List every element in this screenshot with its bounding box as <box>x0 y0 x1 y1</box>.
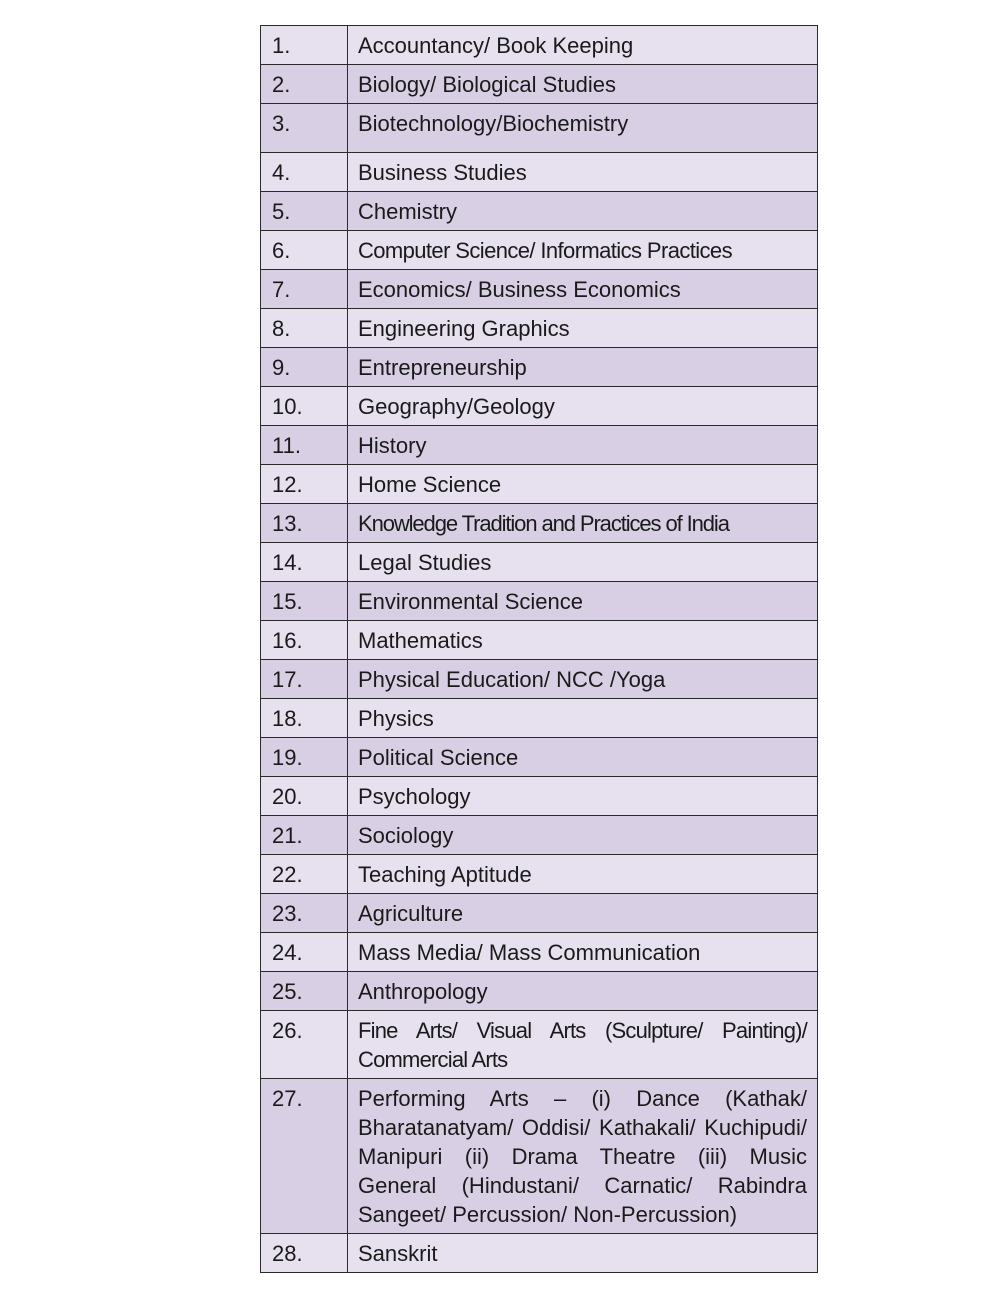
table-row <box>261 270 818 309</box>
serial-number: 10. <box>261 387 348 426</box>
table-row <box>261 65 818 104</box>
serial-number: 20. <box>261 777 348 816</box>
subject-name: Physics <box>348 699 818 738</box>
subject-name: Chemistry <box>348 192 818 231</box>
subject-name: Legal Studies <box>348 543 818 582</box>
subject-name: Psychology <box>348 777 818 816</box>
subject-name: Computer Science/ Informatics Practices <box>348 231 818 270</box>
subject-name: Physical Education/ NCC /Yoga <box>348 660 818 699</box>
subject-name: Environmental Science <box>348 582 818 621</box>
table-row <box>261 699 818 738</box>
subject-name: Performing Arts – (i) Dance (Kathak/ Bharatanatyam/ Oddisi/ Kathakali/ Kuchipudi/ Manipuri (ii) Drama Theatre (iii) Music General (Hindustani/ Carnatic/ Rabindra Sangeet/ Percussion/ Non-Percussion) <box>348 1079 818 1234</box>
subject-name: Business Studies <box>348 153 818 192</box>
table-row <box>261 309 818 348</box>
serial-number: 24. <box>261 933 348 972</box>
subject-name: Fine Arts/ Visual Arts (Sculpture/ Painting)/ Commercial Arts <box>348 1011 818 1079</box>
subject-name: Biotechnology/Biochemistry <box>348 104 818 153</box>
table-row <box>261 933 818 972</box>
subject-name: Mass Media/ Mass Communication <box>348 933 818 972</box>
table-row <box>261 777 818 816</box>
table-row <box>261 153 818 192</box>
table-row <box>261 582 818 621</box>
serial-number: 2. <box>261 65 348 104</box>
serial-number: 27. <box>261 1079 348 1234</box>
serial-number: 3. <box>261 104 348 153</box>
table-row <box>261 426 818 465</box>
table-row <box>261 1079 818 1234</box>
table-row <box>261 104 818 153</box>
serial-number: 25. <box>261 972 348 1011</box>
table-row <box>261 26 818 65</box>
serial-number: 19. <box>261 738 348 777</box>
serial-number: 26. <box>261 1011 348 1079</box>
serial-number: 4. <box>261 153 348 192</box>
serial-number: 18. <box>261 699 348 738</box>
serial-number: 9. <box>261 348 348 387</box>
table-row <box>261 231 818 270</box>
subject-name: Political Science <box>348 738 818 777</box>
table-row <box>261 348 818 387</box>
table-row <box>261 855 818 894</box>
serial-number: 12. <box>261 465 348 504</box>
serial-number: 13. <box>261 504 348 543</box>
table-row <box>261 972 818 1011</box>
serial-number: 23. <box>261 894 348 933</box>
subject-name: Sociology <box>348 816 818 855</box>
subject-name: Economics/ Business Economics <box>348 270 818 309</box>
serial-number: 6. <box>261 231 348 270</box>
table-row <box>261 621 818 660</box>
serial-number: 7. <box>261 270 348 309</box>
subject-name: Teaching Aptitude <box>348 855 818 894</box>
serial-number: 11. <box>261 426 348 465</box>
serial-number: 28. <box>261 1234 348 1273</box>
serial-number: 22. <box>261 855 348 894</box>
table-row <box>261 738 818 777</box>
subjects-table <box>260 25 818 1273</box>
table-row <box>261 504 818 543</box>
serial-number: 5. <box>261 192 348 231</box>
subject-name: Accountancy/ Book Keeping <box>348 26 818 65</box>
subject-name: Engineering Graphics <box>348 309 818 348</box>
table-row <box>261 816 818 855</box>
subject-name: Geography/Geology <box>348 387 818 426</box>
subject-name: Agriculture <box>348 894 818 933</box>
subject-name: Entrepreneurship <box>348 348 818 387</box>
table-row <box>261 660 818 699</box>
table-row <box>261 1011 818 1079</box>
subject-name: Sanskrit <box>348 1234 818 1273</box>
subject-name: Home Science <box>348 465 818 504</box>
subject-name: Anthropology <box>348 972 818 1011</box>
table-row <box>261 894 818 933</box>
subject-name: Knowledge Tradition and Practices of India <box>348 504 818 543</box>
serial-number: 17. <box>261 660 348 699</box>
serial-number: 16. <box>261 621 348 660</box>
table-row <box>261 192 818 231</box>
serial-number: 1. <box>261 26 348 65</box>
subject-name: History <box>348 426 818 465</box>
table-row <box>261 1234 818 1273</box>
serial-number: 8. <box>261 309 348 348</box>
table-row <box>261 465 818 504</box>
table-row <box>261 543 818 582</box>
subject-name: Biology/ Biological Studies <box>348 65 818 104</box>
serial-number: 14. <box>261 543 348 582</box>
serial-number: 21. <box>261 816 348 855</box>
serial-number: 15. <box>261 582 348 621</box>
table-row <box>261 387 818 426</box>
subject-name: Mathematics <box>348 621 818 660</box>
